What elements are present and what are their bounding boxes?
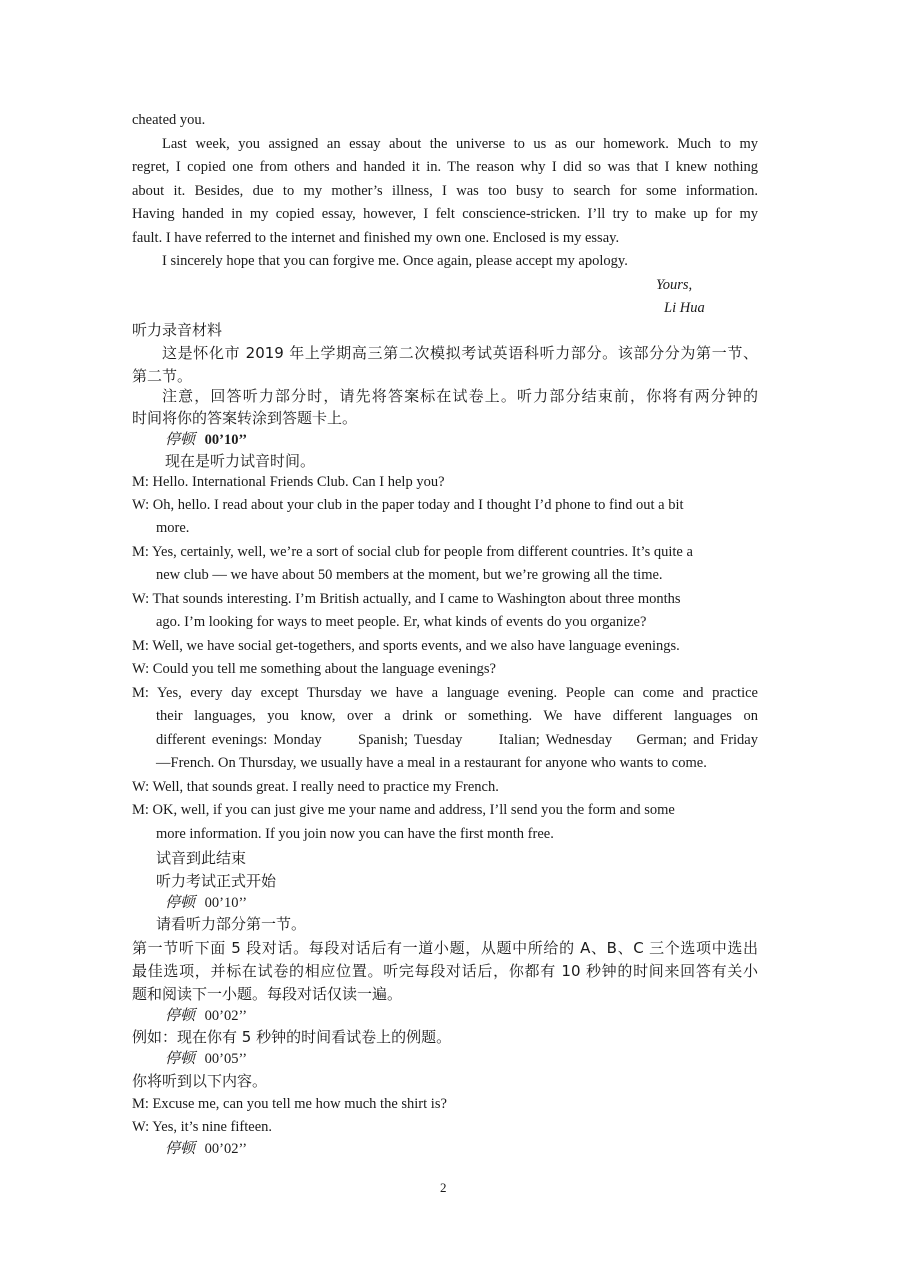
section1-prompt: 请看听力部分第一节。 (156, 915, 307, 933)
letter-text: about it. Besides, due to my mother’s illness, I was too busy to search for some information. (132, 183, 758, 199)
pause-marker (165, 1048, 247, 1069)
intro-text: 这是怀化市 2019 年上学期高三第二次模拟考试英语科听力部分。该部分分为第一节、 (162, 344, 758, 362)
pause-time: 00’10’’ (204, 895, 248, 911)
pause-time: 00’02’’ (204, 1141, 248, 1157)
pause-label: 停顿 (165, 1139, 196, 1157)
letter-paragraph-2: I sincerely hope that you can forgive me. Once again, please accept my apology. (162, 253, 628, 269)
dialogue-line: W: That sounds interesting. I’m British actually, and I came to Washington about three months (132, 591, 681, 607)
intro-line (162, 343, 758, 363)
dialogue-line: M: Hello. International Friends Club. Can I help you? (132, 474, 445, 490)
formal-start: 听力考试正式开始 (156, 872, 277, 890)
dialogue-line: M: Yes, certainly, well, we’re a sort of social club for people from different countries. It’s quite a (132, 544, 693, 560)
pause-time: 00’10’’ (204, 432, 248, 448)
section1-line: 题和阅读下一小题。每段对话仅读一遍。 (132, 985, 403, 1003)
dialogue-line: M: Yes, every day except Thursday we have a language evening. People can come and practice (132, 685, 758, 701)
pause-label: 停顿 (165, 430, 196, 448)
section1-line: 最佳选项，并标在试卷的相应位置。听完每段对话后，你都有 10 秒钟的时间来回答有关小 (132, 962, 758, 980)
dialogue-line: W: Oh, hello. I read about your club in the paper today and I thought I’d phone to find out a bit (132, 497, 684, 513)
letter-paragraph-line (132, 181, 758, 201)
letter-text: fault. I have referred to the internet and finished my own one. Enclosed is my essay. (132, 230, 620, 246)
letter-closing: Yours, (656, 277, 693, 293)
dialogue-line-wrap (156, 706, 758, 726)
pause-marker (165, 429, 247, 450)
pause-label: 停顿 (165, 893, 196, 911)
pause-marker (165, 1005, 247, 1026)
example-dialogue-line: W: Yes, it’s nine fifteen. (132, 1119, 273, 1135)
dialogue-line: M: OK, well, if you can just give me your name and address, I’ll send you the form and some (132, 802, 675, 818)
letter-paragraph-line (132, 204, 758, 224)
trial-end: 试音到此结束 (156, 849, 247, 867)
letter-text: regret, I copied one from others and handed it in. The reason why I did so was that I knew nothing (132, 159, 758, 175)
example-dialogue-line: M: Excuse me, can you tell me how much the shirt is? (132, 1096, 447, 1112)
dialogue-line: W: Well, that sounds great. I really need to practice my French. (132, 779, 499, 795)
dialogue-line: more. (156, 520, 190, 536)
dialogue-line: different evenings: Monday Spanish; Tuesday Italian; Wednesday German; and Friday (156, 732, 758, 748)
dialogue-line-wrap (156, 730, 758, 750)
dialogue-line-wrap (132, 683, 758, 703)
pause-label: 停顿 (165, 1006, 196, 1024)
letter-text: Last week, you assigned an essay about the universe to us as our homework. Much to my (162, 136, 758, 152)
pause-time: 00’05’’ (204, 1051, 248, 1067)
notice-text: 时间将你的答案转涂到答题卡上。 (132, 409, 358, 427)
dialogue-line: new club — we have about 50 members at the moment, but we’re growing all the time. (156, 567, 663, 583)
trial-start: 现在是听力试音时间。 (165, 452, 316, 470)
dialogue-line: their languages, you know, over a drink or something. We have different languages on (156, 708, 758, 724)
letter-paragraph-line (132, 157, 758, 177)
pause-marker (165, 892, 247, 913)
section1-line-wrap (132, 938, 758, 958)
pause-marker (165, 1138, 247, 1159)
dialogue-line: more information. If you join now you can have the first month free. (156, 826, 554, 842)
dialogue-line: —French. On Thursday, we usually have a meal in a restaurant for anyone who wants to come. (156, 755, 707, 771)
section1-line: 第一节听下面 5 段对话。每段对话后有一道小题，从题中所给的 A、B、C 三个选项中选出 (132, 939, 758, 957)
example-instruction: 例如：现在你有 5 秒钟的时间看试卷上的例题。 (132, 1028, 452, 1046)
letter-signature: Li Hua (664, 300, 705, 316)
dialogue-line: W: Could you tell me something about the language evenings? (132, 661, 496, 677)
pause-time: 00’02’’ (204, 1008, 248, 1024)
pause-label: 停顿 (165, 1049, 196, 1067)
dialogue-line: M: Well, we have social get-togethers, and sports events, and we also have language evenings. (132, 638, 680, 654)
you-will-hear: 你将听到以下内容。 (132, 1072, 268, 1090)
page-number: 2 (440, 1180, 447, 1195)
notice-text: 注意，回答听力部分时，请先将答案标在试卷上。听力部分结束前，你将有两分钟的 (162, 387, 758, 405)
letter-text: Having handed in my copied essay, however, I felt conscience-stricken. I’ll try to make up for my (132, 206, 758, 222)
dialogue-line: ago. I’m looking for ways to meet people. Er, what kinds of events do you organize? (156, 614, 647, 630)
notice-line (162, 386, 758, 406)
letter-line: cheated you. (132, 112, 206, 128)
intro-text: 第二节。 (132, 367, 193, 385)
section1-line-wrap (132, 961, 758, 981)
section-heading: 听力录音材料 (132, 321, 223, 339)
letter-paragraph-line (162, 134, 758, 154)
